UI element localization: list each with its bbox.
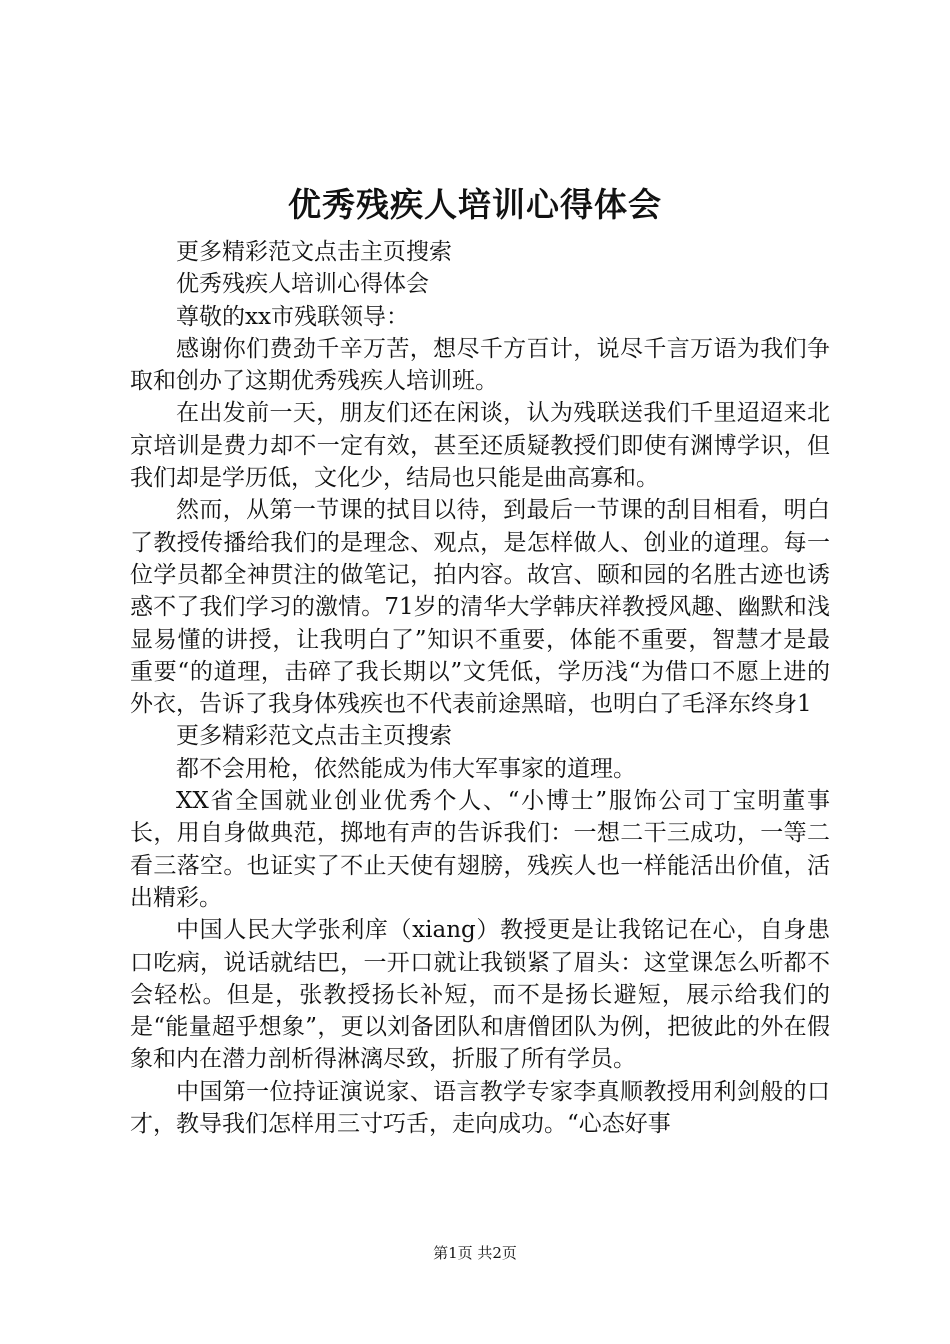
paragraph: 感谢你们费劲千辛万苦，想尽千方百计，说尽千言万语为我们争取和创办了这期优秀残疾人培训班。: [130, 335, 830, 395]
document-body: [130, 236, 830, 1140]
paragraph: 然而，从第一节课的拭目以待，到最后一节课的刮目相看，明白了教授传播给我们的是理念、观点，是怎样做人、创业的道理。每一位学员都全神贯注的做笔记，拍内容。故宫、颐和园的名胜古迹也诱惑不了我们学习的激情。71岁的清华大学韩庆祥教授风趣、幽默和浅显易懂的讲授，让我明白了”知识不重要，体能不重要，智慧才是最重要“的道理，击碎了我长期以”文凭低，学历浅“为借口不愿上进的外衣，告诉了我身体残疾也不代表前途黑暗，也明白了毛泽东终身1: [130, 497, 830, 718]
page-footer: 第1页 共2页: [433, 1244, 517, 1262]
paragraph: 在出发前一天，朋友们还在闲谈，认为残联送我们千里迢迢来北京培训是费力却不一定有效，甚至还质疑教授们即使有渊博学识，但我们却是学历低，文化少，结局也只能是曲高寡和。: [130, 400, 830, 492]
paragraph: XX省全国就业创业优秀个人、“小博士”服饰公司丁宝明董事长，用自身做典范，掷地有声的告诉我们：一想二干三成功，一等二看三落空。也证实了不止天使有翅膀，残疾人也一样能活出价值，活出精彩。: [130, 788, 830, 911]
paragraph: 中国人民大学张利庠（xiang）教授更是让我铭记在心，自身患口吃病，说话就结巴，一开口就让我锁紧了眉头：这堂课怎么听都不会轻松。但是，张教授扬长补短，而不是扬长避短，展示给我们的是“能量超乎想象”，更以刘备团队和唐僧团队为例，把彼此的外在假象和内在潜力剖析得淋漓尽致，折服了所有学员。: [130, 917, 830, 1073]
document-title: 优秀残疾人培训心得体会: [288, 185, 662, 224]
paragraph: 尊敬的xx市残联领导：: [176, 303, 409, 330]
paragraph: 中国第一位持证演说家、语言教学专家李真顺教授用利剑般的口才，教导我们怎样用三寸巧舌，走向成功。“心态好事: [130, 1078, 830, 1138]
paragraph: 更多精彩范文点击主页搜索: [176, 723, 452, 750]
paragraph: 优秀残疾人培训心得体会: [176, 271, 429, 298]
paragraph: 都不会用枪，依然能成为伟大军事家的道理。: [176, 755, 636, 782]
paragraph: 更多精彩范文点击主页搜索: [176, 239, 452, 265]
